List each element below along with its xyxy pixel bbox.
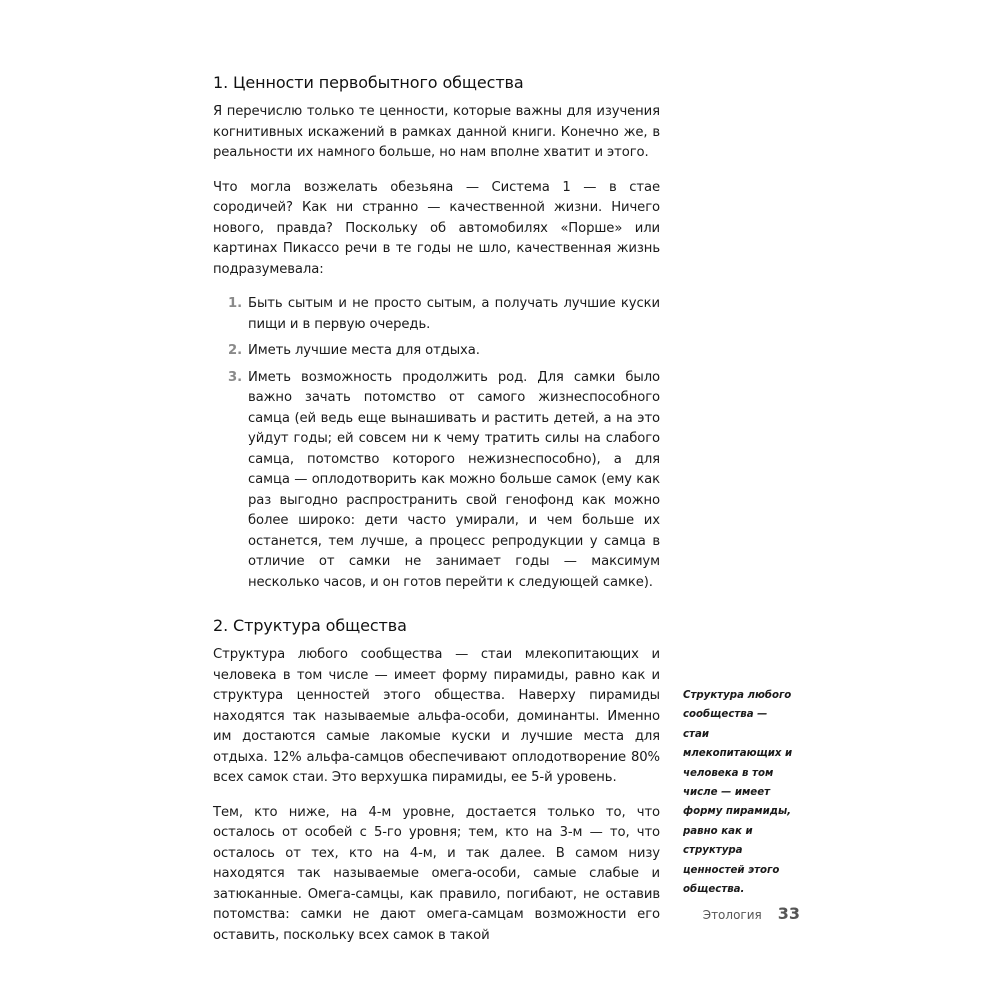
section-heading-2: 2. Структура общества: [213, 616, 407, 635]
list-item-text: Иметь лучшие места для отдыха.: [248, 343, 480, 358]
list-item-number: 3.: [228, 369, 242, 385]
list-item: [213, 341, 660, 362]
page-footer: [680, 904, 800, 928]
paragraph: Что могла возжелать обезьяна — Система 1 — в стае сородичей? Как ни странно — качественной жизни. Ничего нового, правда? Поскольку об автомобилях «Порше» или картинах Пикассо речи в те годы не шло, качественная жизнь подразумевала:: [213, 179, 660, 277]
running-title: Этология: [702, 908, 762, 922]
list-item-number: 2.: [228, 343, 242, 358]
main-text-column: [213, 72, 660, 960]
page-number: 33: [777, 904, 800, 923]
paragraph: Я перечислю только те ценности, которые важны для изучения когнитивных искажений в рамках данной книги. Конечно же, в реальности их намного больше, но нам вполне хватит и этого.: [213, 104, 660, 160]
values-list: [213, 294, 660, 593]
list-item-text: Быть сытым и не просто сытым, а получать лучшие куски пищи и в первую очередь.: [248, 296, 660, 332]
paragraph: Структура любого сообщества — стаи млекопитающих и человека в том числе — имеет форму пирамиды, равно как и структура ценностей этого общества. Наверху пирамиды находятся так называемые альфа-особи, доминанты. Именно им достаются самые лакомые куски и лучшие места для отдыха. 12% альфа-самцов обеспечивают оплодотворение 80% всех самок стаи. Это верхушка пирамиды, ее 5-й уровень.: [213, 647, 660, 785]
paragraph: Тем, кто ниже, на 4-м уровне, достается только то, что осталось от особей с 5-го уровня; тем, кто на 3-м — то, что осталось от тех, кто на 4-м, и так далее. В самом низу находятся так называемые омега-особи, самые слабые и затюканные. Омега-самцы, как правило, погибают, не оставив потомства: самки не дают омега-самцам возможности его оставить, поскольку всех самок в такой: [213, 804, 660, 943]
list-item-text: Иметь возможность продолжить род. Для самки было важно зачать потомство от самого жизнеспособного самца (ей ведь еще вынашивать и растить детей, а на это уйдут годы; ей совсем ни к чему тратить силы на слабого самца, потомство которого нежизнеспособно), а для самца — оплодотворить как можно больше самок (ему как раз выгодно распространить свой генофонд как можно более широко: дети часто умирали, и чем больше их останется, тем лучше, а процесс репродукции у самца в отличие от самки не занимает годы — максимум несколько часов, и он готов перейти к следующей самке).: [248, 369, 660, 590]
margin-note: Структура любого сообщества — стаи млекопитающих и человека в том числе — имеет форму пирамиды, равно как и структура ценностей этого общества.: [683, 690, 793, 896]
section-heading-1: 1. Ценности первобытного общества: [213, 73, 524, 92]
list-item: [213, 294, 660, 335]
list-item: [213, 368, 660, 594]
list-item-number: 1.: [228, 296, 242, 311]
